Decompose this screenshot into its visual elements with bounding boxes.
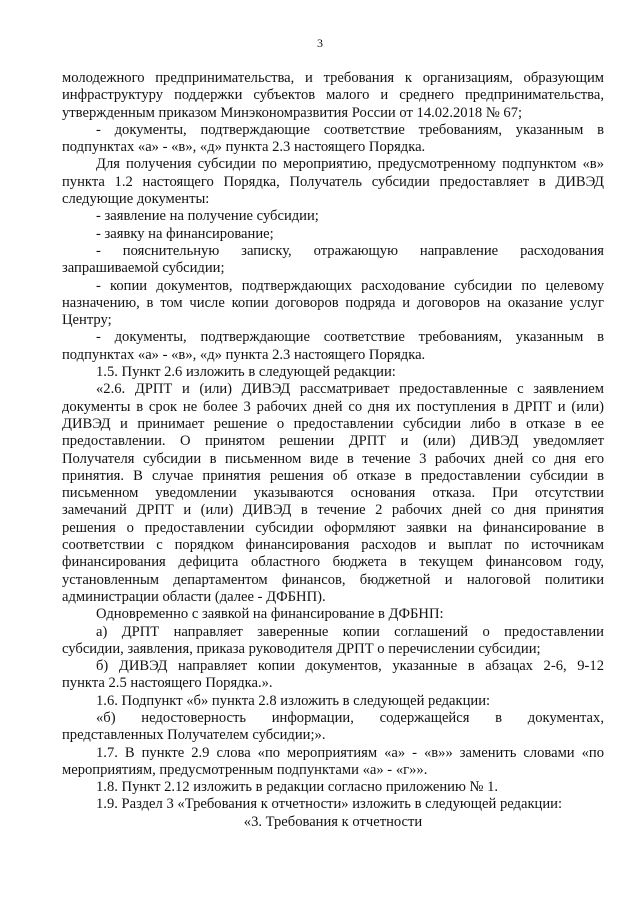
text-line: молодежного предпринимательства, и требования к организациям, образующим [62, 70, 604, 86]
text-line: 1.7. В пункте 2.9 слова «по мероприятиям «а» - «в»» заменить словами «по [96, 744, 604, 761]
text-line: предоставлении. О принятом решении ДРПТ и (или) ДИВЭД уведомляет [62, 433, 604, 450]
text-line: 1.5. Пункт 2.6 изложить в следующей редакции: [96, 364, 396, 381]
text-line: «б) недостоверность информации, содержащейся в документах, [96, 709, 604, 726]
text-line: - пояснительную записку, отражающую направление расходования [96, 242, 604, 259]
text-line: - заявление на получение субсидии; [96, 208, 319, 225]
text-line: - заявку на финансирование; [96, 225, 274, 242]
text-line: «3. Требования к отчетности [243, 813, 423, 830]
text-line: письменном уведомлении указываются основания отказа. При отсутствии [62, 485, 604, 502]
text-line: утвержденным приказом Минэкономразвития России от 14.02.2018 № 67; [62, 104, 523, 121]
text-line: следующие документы: [62, 191, 210, 208]
text-line: пункта 1.2 настоящего Порядка, Получатель субсидии предоставляет в ДИВЭД [62, 173, 604, 190]
text-line: 1.9. Раздел 3 «Требования к отчетности» изложить в следующей редакции: [96, 796, 563, 813]
text-line: «2.6. ДРПТ и (или) ДИВЭД рассматривает предоставленные с заявлением [96, 381, 604, 398]
text-line: назначению, в том числе копии договоров подряда и договоров на оказание услуг [62, 294, 604, 311]
text-line: мероприятиям, предусмотренным подпунктами «а» - «г»». [62, 761, 428, 778]
text-line: - копии документов, подтверждающих расходование субсидии по целевому [96, 277, 604, 294]
text-line: запрашиваемой субсидии; [62, 260, 225, 277]
document-body [62, 70, 604, 831]
text-line: представленных Получателем субсидии;». [62, 727, 326, 744]
text-line: установленным департаментом финансов, бюджетной и налоговой политики [62, 571, 604, 588]
text-line: соответствии с порядком финансирования расходов и выплат по источникам [62, 537, 604, 554]
text-line: принятия. В случае принятия решения об отказе в предоставлении субсидии в [62, 467, 604, 484]
text-line: 1.8. Пункт 2.12 изложить в редакции согласно приложению № 1. [96, 779, 499, 796]
text-line: финансирования дефицита областного бюджета в текущем финансовом году, [62, 554, 604, 571]
text-line: субсидии, заявления, приказа руководителя ДРПТ о перечислении субсидии; [62, 640, 541, 657]
text-line: Получателя субсидии в письменном виде в течение 3 рабочих дней со дня его [62, 450, 604, 467]
text-line: - документы, подтверждающие соответствие требованиям, указанным в [96, 329, 604, 346]
text-line: пункта 2.5 настоящего Порядка.». [62, 675, 273, 692]
page-number: 3 [317, 36, 323, 50]
text-line: решения о предоставлении субсидии оформляют заявки на финансирование в [62, 519, 604, 536]
text-line: инфраструктуру поддержки субъектов малого и среднего предпринимательства, [62, 87, 604, 104]
text-line: ДИВЭД и принимает решение о предоставлении субсидии либо в отказе в ее [62, 415, 604, 432]
text-line: документы в срок не более 3 рабочих дней со дня их поступления в ДРПТ и (или) [62, 398, 604, 415]
text-line: администрации области (далее - ДФБНП). [62, 588, 326, 605]
text-line: - документы, подтверждающие соответствие требованиям, указанным в [96, 121, 604, 138]
text-line: замечаний ДРПТ и (или) ДИВЭД в течение 2 рабочих дней со дня принятия [62, 502, 604, 519]
text-line: Одновременно с заявкой на финансирование в ДФБНП: [96, 606, 444, 623]
text-line: Центру; [62, 312, 112, 329]
text-line: подпунктах «а» - «в», «д» пункта 2.3 настоящего Порядка. [62, 139, 426, 156]
text-line: Для получения субсидии по мероприятию, предусмотренному подпунктом «в» [96, 156, 604, 173]
text-line: а) ДРПТ направляет заверенные копии соглашений о предоставлении [96, 623, 604, 640]
text-line: б) ДИВЭД направляет копии документов, указанные в абзацах 2-6, 9-12 [96, 658, 604, 675]
text-line: подпунктах «а» - «в», «д» пункта 2.3 настоящего Порядка. [62, 346, 426, 363]
text-line: 1.6. Подпункт «б» пункта 2.8 изложить в следующей редакции: [96, 692, 491, 709]
